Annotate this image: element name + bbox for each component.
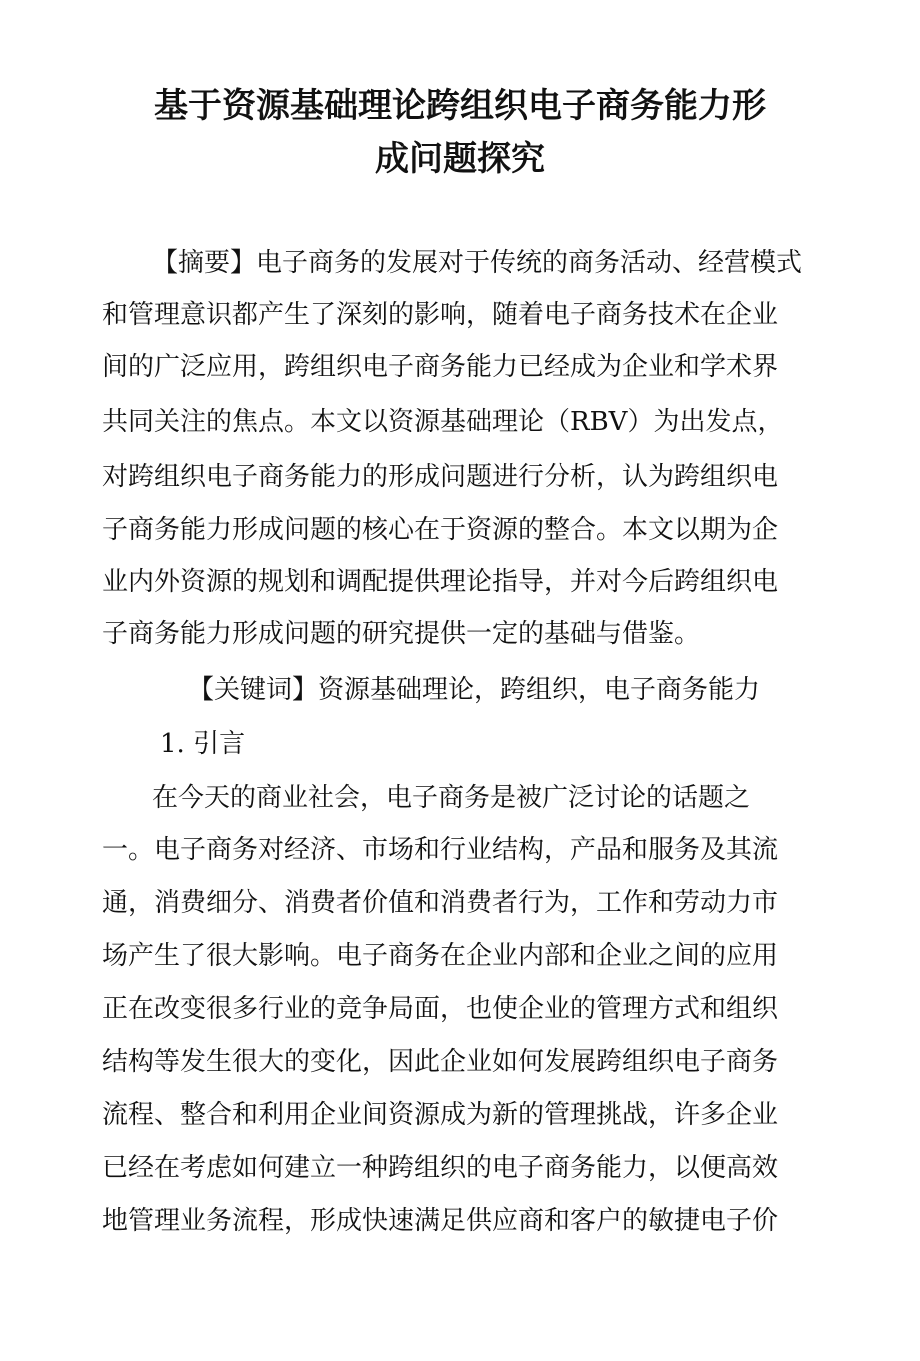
intro-line: 结构等发生很大的变化，因此企业如何发展跨组织电子商务	[102, 1047, 779, 1077]
intro-line: 已经在考虑如何建立一种跨组织的电子商务能力，以便高效	[102, 1153, 779, 1183]
intro-line: 在今天的商业社会，电子商务是被广泛讨论的话题之	[152, 783, 751, 813]
intro-line: 通，消费细分、消费者价值和消费者行为，工作和劳动力市	[102, 888, 779, 918]
intro-line: 场产生了很大影响。电子商务在企业内部和企业之间的应用	[102, 941, 779, 971]
keywords-line: 【关键词】资源基础理论，跨组织，电子商务能力	[188, 675, 761, 705]
intro-line: 地管理业务流程，形成快速满足供应商和客户的敏捷电子价	[102, 1206, 779, 1236]
intro-line: 流程、整合和利用企业间资源成为新的管理挑战，许多企业	[102, 1100, 779, 1130]
document-title-line-2: 成问题探究	[375, 139, 545, 179]
intro-line: 正在改变很多行业的竞争局面，也使企业的管理方式和组织	[102, 994, 779, 1024]
abstract-line: 和管理意识都产生了深刻的影响，随着电子商务技术在企业	[102, 300, 779, 330]
document-title-line-1: 基于资源基础理论跨组织电子商务能力形	[154, 86, 766, 126]
abstract-line: 业内外资源的规划和调配提供理论指导，并对今后跨组织电	[102, 567, 779, 597]
abstract-line: 共同关注的焦点。本文以资源基础理论（RBV）为出发点，	[102, 407, 784, 437]
abstract-line: 子商务能力形成问题的核心在于资源的整合。本文以期为企	[102, 515, 779, 545]
abstract-line: 【摘要】电子商务的发展对于传统的商务活动、经营模式	[152, 248, 803, 278]
abstract-line: 对跨组织电子商务能力的形成问题进行分析，认为跨组织电	[102, 462, 779, 492]
intro-line: 一。电子商务对经济、市场和行业结构，产品和服务及其流	[102, 835, 779, 865]
section-heading-introduction: 1. 引言	[160, 729, 246, 759]
abstract-line: 间的广泛应用，跨组织电子商务能力已经成为企业和学术界	[102, 352, 779, 382]
abstract-line: 子商务能力形成问题的研究提供一定的基础与借鉴。	[102, 619, 701, 649]
